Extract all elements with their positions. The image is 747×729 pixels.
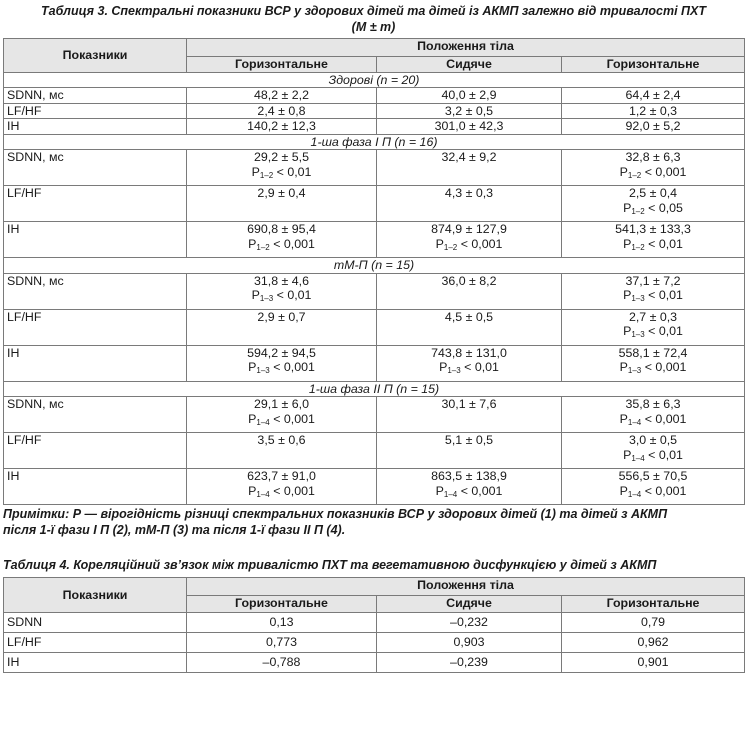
mean-value: 623,7 ± 91,0 bbox=[247, 469, 316, 483]
row-label: SDNN, мс bbox=[4, 397, 187, 433]
p-subscript: 1–2 bbox=[256, 242, 270, 252]
group-title: тМ-П (n = 15) bbox=[4, 258, 745, 274]
p-threshold: < 0,001 bbox=[460, 236, 503, 251]
group-row bbox=[4, 134, 745, 150]
value-cell bbox=[377, 222, 562, 258]
mean-value: 301,0 ± 42,3 bbox=[434, 119, 504, 133]
value-cell bbox=[187, 397, 377, 433]
mean-value: 64,4 ± 2,4 bbox=[625, 88, 681, 102]
row-label: LF/HF bbox=[4, 633, 187, 653]
value-cell: –0,239 bbox=[377, 653, 562, 673]
value-cell bbox=[562, 150, 745, 186]
p-value: $P_{1-2} < 0,01$ bbox=[623, 236, 683, 252]
p-value: $P_{1-4} < 0,001$ bbox=[248, 411, 315, 427]
p-threshold: < 0,01 bbox=[276, 164, 312, 179]
mean-value: 556,5 ± 70,5 bbox=[618, 469, 688, 483]
p-threshold: < 0,001 bbox=[273, 411, 315, 426]
value-cell bbox=[562, 103, 745, 119]
document bbox=[3, 3, 744, 673]
table3-caption bbox=[3, 3, 744, 35]
mean-value: 558,1 ± 72,4 bbox=[618, 345, 688, 360]
row-label: SDNN, мс bbox=[4, 88, 187, 104]
row-label: SDNN, мс bbox=[4, 273, 187, 309]
value-cell bbox=[562, 433, 745, 469]
p-value: $P_{1-3} < 0,001$ bbox=[619, 360, 687, 375]
p-value: $P_{1-4} < 0,001$ bbox=[619, 411, 687, 427]
p-subscript: 1–2 bbox=[443, 242, 458, 252]
mean-value: 36,0 ± 8,2 bbox=[441, 273, 497, 288]
mean-value: 35,8 ± 6,3 bbox=[625, 397, 681, 411]
value-cell bbox=[187, 345, 377, 381]
p-threshold: < 0,001 bbox=[644, 360, 687, 374]
table-row bbox=[4, 119, 745, 135]
table3 bbox=[3, 38, 745, 505]
mean-value: 2,7 ± 0,3 bbox=[628, 309, 678, 324]
value-cell: 0,13 bbox=[187, 613, 377, 633]
mean-value: 32,8 ± 6,3 bbox=[625, 150, 681, 164]
p-value: $P_{1-2} < 0,001$ bbox=[248, 236, 315, 252]
row-label: LF/HF bbox=[4, 433, 187, 469]
mean-value: 874,9 ± 127,9 bbox=[431, 222, 507, 236]
p-threshold: < 0,05 bbox=[648, 200, 683, 215]
table-row bbox=[4, 397, 745, 433]
p-threshold: < 0,01 bbox=[276, 288, 312, 302]
mean-value: 37,1 ± 7,2 bbox=[625, 273, 681, 288]
value-cell bbox=[377, 103, 562, 119]
mean-value: 3,0 ± 0,5 bbox=[628, 433, 678, 447]
value-cell bbox=[187, 88, 377, 104]
value-cell bbox=[562, 469, 745, 505]
table3-caption-line2: (M ± m) bbox=[351, 20, 396, 34]
table3-note-line1: Примітки: Р — вірогідність різниці спектральних показників ВСР у здорових дітей (1) та дітей з АКМП bbox=[3, 507, 668, 521]
value-cell bbox=[377, 397, 562, 433]
value-cell bbox=[187, 186, 377, 222]
value-cell: 0,903 bbox=[377, 633, 562, 653]
row-label: ІН bbox=[4, 345, 187, 381]
table-row bbox=[4, 613, 745, 633]
table-row bbox=[4, 273, 745, 309]
p-subscript: 1–4 bbox=[631, 453, 645, 463]
value-cell bbox=[562, 345, 745, 381]
value-cell bbox=[187, 309, 377, 345]
group-title: 1-ша фаза ІІ П (n = 15) bbox=[4, 381, 745, 397]
value-cell bbox=[377, 345, 562, 381]
p-threshold: < 0,01 bbox=[648, 288, 683, 302]
row-label: LF/HF bbox=[4, 309, 187, 345]
mean-value: 2,9 ± 0,7 bbox=[257, 309, 306, 324]
mean-value: 2,4 ± 0,8 bbox=[257, 103, 306, 118]
p-value: $P_{1-2} < 0,001$ bbox=[619, 164, 687, 180]
value-cell: –0,788 bbox=[187, 653, 377, 673]
p-value: $P_{1-3} < 0,01$ bbox=[439, 360, 499, 375]
p-subscript: 1–3 bbox=[631, 330, 645, 339]
table-row bbox=[4, 103, 745, 119]
row-label: SDNN bbox=[4, 613, 187, 633]
table-row bbox=[4, 469, 745, 505]
value-cell: 0,901 bbox=[562, 653, 745, 673]
table4-col-header: Горизонтальне bbox=[187, 596, 377, 613]
p-subscript: 1–3 bbox=[447, 366, 461, 375]
group-row bbox=[4, 381, 745, 397]
mean-value: 690,8 ± 95,4 bbox=[247, 222, 316, 236]
table3-header-indicators: Показники bbox=[4, 39, 187, 73]
mean-value: 30,1 ± 7,6 bbox=[441, 397, 497, 411]
p-value: $P_{1-2} < 0,001$ bbox=[435, 236, 503, 252]
value-cell bbox=[562, 88, 745, 104]
group-title: 1-ша фаза І П (n = 16) bbox=[4, 134, 745, 150]
value-cell bbox=[562, 119, 745, 135]
p-subscript: 1–4 bbox=[627, 417, 642, 427]
table3-col-header: Горизонтальне bbox=[187, 57, 377, 73]
table4-caption: Таблиця 4. Кореляційний зв’язок між тривалістю ПХТ та вегетативною дисфункцією у дітей з АКМП bbox=[3, 558, 657, 572]
table-row bbox=[4, 653, 745, 673]
value-cell: –0,232 bbox=[377, 613, 562, 633]
value-cell bbox=[377, 88, 562, 104]
value-cell bbox=[187, 119, 377, 135]
mean-value: 594,2 ± 94,5 bbox=[247, 345, 316, 360]
value-cell bbox=[187, 103, 377, 119]
p-subscript: 1–3 bbox=[256, 366, 270, 375]
table-row bbox=[4, 633, 745, 653]
mean-value: 3,5 ± 0,6 bbox=[257, 433, 306, 447]
p-threshold: < 0,001 bbox=[273, 236, 315, 251]
value-cell bbox=[187, 433, 377, 469]
p-subscript: 1–3 bbox=[259, 294, 274, 303]
row-label: LF/HF bbox=[4, 103, 187, 119]
mean-value: 541,3 ± 133,3 bbox=[615, 222, 691, 236]
p-threshold: < 0,001 bbox=[273, 360, 315, 374]
p-subscript: 1–2 bbox=[631, 242, 645, 252]
p-threshold: < 0,001 bbox=[644, 483, 687, 498]
p-value: $P_{1-2} < 0,05$ bbox=[623, 200, 683, 216]
row-label: ІН bbox=[4, 653, 187, 673]
p-threshold: < 0,01 bbox=[648, 324, 683, 338]
table-row bbox=[4, 222, 745, 258]
group-row bbox=[4, 72, 745, 88]
p-value: $P_{1-2} < 0,01$ bbox=[251, 164, 312, 180]
p-subscript: 1–2 bbox=[259, 170, 274, 180]
mean-value: 3,2 ± 0,5 bbox=[444, 103, 494, 118]
mean-value: 140,2 ± 12,3 bbox=[247, 119, 316, 133]
value-cell bbox=[562, 186, 745, 222]
mean-value: 5,1 ± 0,5 bbox=[444, 433, 494, 447]
group-title: Здорові (n = 20) bbox=[4, 72, 745, 88]
mean-value: 48,2 ± 2,2 bbox=[253, 88, 310, 102]
p-threshold: < 0,001 bbox=[644, 411, 687, 426]
p-threshold: < 0,001 bbox=[460, 483, 503, 498]
table4-header-indicators: Показники bbox=[4, 578, 187, 613]
p-subscript: 1–4 bbox=[443, 489, 458, 499]
row-label: ІН bbox=[4, 222, 187, 258]
p-subscript: 1–3 bbox=[631, 294, 645, 303]
table-row bbox=[4, 186, 745, 222]
table4-col-header: Горизонтальне bbox=[562, 596, 745, 613]
mean-value: 32,4 ± 9,2 bbox=[441, 150, 497, 164]
table-row bbox=[4, 150, 745, 186]
row-label: ІН bbox=[4, 469, 187, 505]
p-subscript: 1–2 bbox=[627, 170, 642, 180]
p-threshold: < 0,01 bbox=[648, 236, 683, 251]
mean-value: 40,0 ± 2,9 bbox=[441, 88, 497, 102]
value-cell bbox=[377, 150, 562, 186]
table3-note-line2: після 1-ї фази І П (2), тМ-П (3) та після 1-ї фази ІІ П (4). bbox=[3, 523, 346, 537]
value-cell: 0,79 bbox=[562, 613, 745, 633]
value-cell bbox=[377, 309, 562, 345]
value-cell bbox=[562, 222, 745, 258]
table4 bbox=[3, 577, 745, 673]
mean-value: 743,8 ± 131,0 bbox=[431, 345, 507, 360]
table3-note bbox=[3, 506, 744, 538]
mean-value: 863,5 ± 138,9 bbox=[431, 469, 507, 483]
p-threshold: < 0,01 bbox=[464, 360, 499, 374]
mean-value: 31,8 ± 4,6 bbox=[253, 273, 310, 288]
value-cell bbox=[562, 273, 745, 309]
p-subscript: 1–4 bbox=[256, 417, 270, 427]
mean-value: 2,5 ± 0,4 bbox=[628, 186, 678, 200]
value-cell bbox=[377, 433, 562, 469]
value-cell bbox=[187, 469, 377, 505]
row-label: ІН bbox=[4, 119, 187, 135]
p-value: $P_{1-3} < 0,01$ bbox=[623, 288, 683, 303]
p-threshold: < 0,01 bbox=[648, 447, 683, 462]
mean-value: 1,2 ± 0,3 bbox=[628, 103, 678, 118]
table3-header-position: Положення тіла bbox=[187, 39, 745, 57]
mean-value: 29,1 ± 6,0 bbox=[253, 397, 310, 411]
p-threshold: < 0,001 bbox=[273, 483, 315, 498]
p-subscript: 1–4 bbox=[627, 489, 642, 499]
table3-caption-line1: Таблиця 3. Спектральні показники ВСР у здорових дітей та дітей із АКМП залежно від тривалості ПХТ bbox=[41, 4, 706, 18]
p-subscript: 1–4 bbox=[256, 489, 270, 499]
value-cell bbox=[377, 469, 562, 505]
p-value: $P_{1-4} < 0,001$ bbox=[435, 483, 503, 499]
p-threshold: < 0,001 bbox=[644, 164, 687, 179]
table-row bbox=[4, 433, 745, 469]
table-row bbox=[4, 309, 745, 345]
value-cell bbox=[377, 273, 562, 309]
mean-value: 4,5 ± 0,5 bbox=[444, 309, 494, 324]
value-cell bbox=[562, 397, 745, 433]
table-row bbox=[4, 88, 745, 104]
table3-col-header: Сидяче bbox=[377, 57, 562, 73]
value-cell bbox=[377, 119, 562, 135]
value-cell bbox=[187, 222, 377, 258]
p-value: $P_{1-3} < 0,01$ bbox=[251, 288, 312, 303]
table3-col-header: Горизонтальне bbox=[562, 57, 745, 73]
p-value: $P_{1-4} < 0,001$ bbox=[619, 483, 687, 499]
p-value: $P_{1-4} < 0,001$ bbox=[248, 483, 315, 499]
p-value: $P_{1-4} < 0,01$ bbox=[623, 447, 683, 463]
table4-header-position: Положення тіла bbox=[187, 578, 745, 596]
row-label: SDNN, мс bbox=[4, 150, 187, 186]
value-cell bbox=[187, 150, 377, 186]
value-cell: 0,962 bbox=[562, 633, 745, 653]
p-value: $P_{1-3} < 0,001$ bbox=[248, 360, 315, 375]
p-subscript: 1–2 bbox=[631, 206, 645, 216]
value-cell: 0,773 bbox=[187, 633, 377, 653]
value-cell bbox=[377, 186, 562, 222]
mean-value: 29,2 ± 5,5 bbox=[253, 150, 310, 164]
p-value: $P_{1-3} < 0,01$ bbox=[623, 324, 683, 339]
table4-col-header: Сидяче bbox=[377, 596, 562, 613]
p-subscript: 1–3 bbox=[627, 366, 642, 375]
group-row bbox=[4, 258, 745, 274]
mean-value: 4,3 ± 0,3 bbox=[444, 186, 494, 200]
value-cell bbox=[187, 273, 377, 309]
mean-value: 2,9 ± 0,4 bbox=[257, 186, 306, 200]
mean-value: 92,0 ± 5,2 bbox=[625, 119, 681, 133]
value-cell bbox=[562, 309, 745, 345]
table-row bbox=[4, 345, 745, 381]
row-label: LF/HF bbox=[4, 186, 187, 222]
